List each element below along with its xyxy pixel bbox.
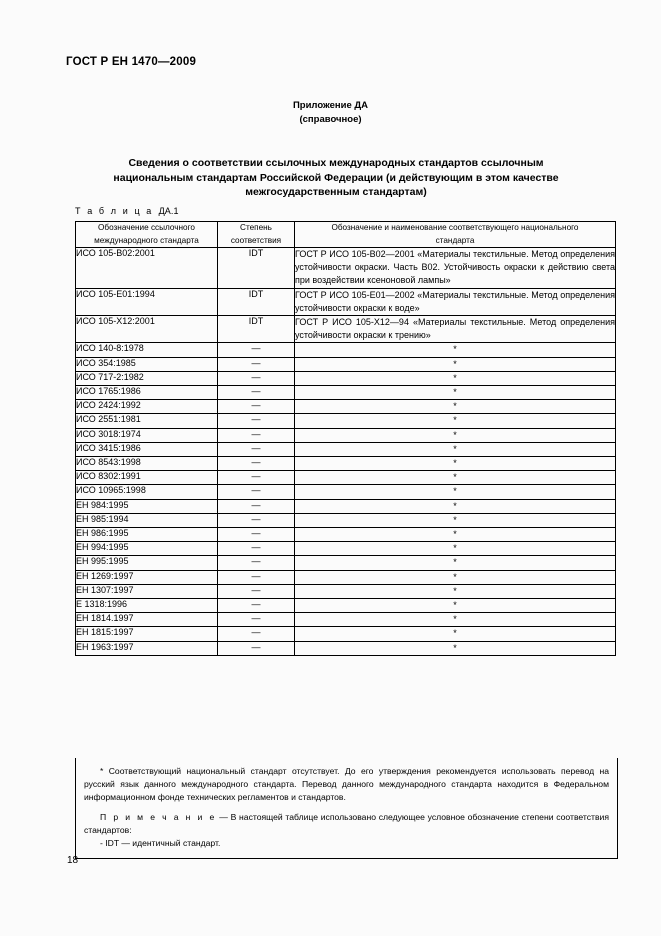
annex-kind: (справочное) — [299, 114, 362, 125]
column-header-national-standard — [295, 222, 616, 248]
cell-national-standard-absent: * — [295, 513, 616, 527]
cell-conformance-degree: — — [218, 386, 295, 400]
table-row — [76, 386, 616, 400]
page-title-line-3: межгосударственным стандартам) — [245, 186, 427, 198]
cell-conformance-degree: — — [218, 414, 295, 428]
cell-national-standard-absent: * — [295, 386, 616, 400]
note-label: П р и м е ч а н и е — [100, 812, 217, 822]
cell-conformance-degree: — — [218, 428, 295, 442]
cell-national-standard-absent: * — [295, 499, 616, 513]
table-row — [76, 556, 616, 570]
page-title-line-2: национальным стандартам Российской Федерации (и действующим в этом качестве — [113, 171, 559, 184]
cell-national-standard-absent: * — [295, 584, 616, 598]
cell-reference-standard: ЕН 1307:1997 — [76, 584, 218, 598]
cell-national-standard-absent: * — [295, 570, 616, 584]
cell-conformance-degree: — — [218, 613, 295, 627]
table-body — [76, 248, 616, 656]
table-row — [76, 400, 616, 414]
cell-conformance-degree: — — [218, 442, 295, 456]
table-row — [76, 357, 616, 371]
table-row — [76, 513, 616, 527]
cell-national-standard-absent: * — [295, 400, 616, 414]
cell-national-standard-absent: * — [295, 641, 616, 655]
table-row — [76, 414, 616, 428]
cell-reference-standard: ИСО 140-8:1978 — [76, 343, 218, 357]
cell-reference-standard: ИСО 3415:1986 — [76, 442, 218, 456]
table-head — [76, 222, 616, 248]
column-header-reference-standard-line-2: международного стандарта — [94, 235, 199, 245]
table-row — [76, 499, 616, 513]
table-row — [76, 570, 616, 584]
table-row — [76, 248, 616, 289]
cell-national-standard-absent: * — [295, 414, 616, 428]
cell-national-standard-absent: * — [295, 442, 616, 456]
note-text: — В настоящей таблице использовано следующее условное обозначение степени соответствия стандартов: — [84, 812, 610, 835]
cell-reference-standard: ЕН 995:1995 — [76, 556, 218, 570]
table-notes — [75, 758, 618, 859]
cell-reference-standard: ИСО 10965:1998 — [76, 485, 218, 499]
cell-reference-standard: ЕН 994:1995 — [76, 542, 218, 556]
cell-reference-standard: ЕН 985:1994 — [76, 513, 218, 527]
table-row — [76, 457, 616, 471]
table-row — [76, 542, 616, 556]
table-row — [76, 316, 616, 343]
table-row — [76, 584, 616, 598]
table-row — [76, 599, 616, 613]
cell-reference-standard: Е 1318:1996 — [76, 599, 218, 613]
cell-reference-standard: ЕН 984:1995 — [76, 499, 218, 513]
running-head: ГОСТ Р ЕН 1470—2009 — [66, 56, 197, 68]
column-header-conformance-degree — [218, 222, 295, 248]
cell-reference-standard: ИСО 105-E01:1994 — [76, 288, 218, 315]
cell-conformance-degree: — — [218, 570, 295, 584]
note-paragraph — [84, 811, 609, 837]
footnote-text: * Соответствующий национальный стандарт отсутствует. До его утверждения рекомендуется использовать перевод на русский язык данного международного стандарта. Перевод данного международного стандарта находится в Федеральном информационном фонде технических регламентов и стандартов. — [84, 766, 609, 802]
table-row — [76, 528, 616, 542]
cell-reference-standard: ИСО 105-B02:2001 — [76, 248, 218, 289]
cell-reference-standard: ЕН 986:1995 — [76, 528, 218, 542]
cell-reference-standard: ЕН 1815:1997 — [76, 627, 218, 641]
cell-reference-standard: ИСО 3018:1974 — [76, 428, 218, 442]
cell-conformance-degree: — — [218, 485, 295, 499]
table-header-row — [76, 222, 616, 248]
table-row — [76, 371, 616, 385]
cell-national-standard-absent: * — [295, 556, 616, 570]
table-row — [76, 613, 616, 627]
cell-reference-standard: ИСО 1765:1986 — [76, 386, 218, 400]
cell-national-standard-absent: * — [295, 528, 616, 542]
cell-conformance-degree: — — [218, 513, 295, 527]
page-number: 18 — [67, 855, 79, 866]
cell-conformance-degree: — — [218, 357, 295, 371]
cell-conformance-degree: IDT — [218, 316, 295, 343]
cell-national-standard-absent: * — [295, 343, 616, 357]
column-header-national-standard-line-1: Обозначение и наименование соответствующего национального — [331, 223, 579, 232]
cell-reference-standard: ИСО 354:1985 — [76, 357, 218, 371]
cell-conformance-degree: — — [218, 471, 295, 485]
table-caption-number: ДА.1 — [158, 206, 179, 216]
cell-national-standard: ГОСТ Р ИСО 105-E01—2002 «Материалы текстильные. Метод определения устойчивости окраски к воде» — [295, 288, 616, 315]
cell-conformance-degree: — — [218, 371, 295, 385]
cell-national-standard-absent: * — [295, 599, 616, 613]
cell-reference-standard: ИСО 717-2:1982 — [76, 371, 218, 385]
cell-national-standard-absent: * — [295, 428, 616, 442]
cell-national-standard-absent: * — [295, 457, 616, 471]
cell-conformance-degree: — — [218, 641, 295, 655]
cell-reference-standard: ЕН 1963:1997 — [76, 641, 218, 655]
cell-reference-standard: ИСО 8543:1998 — [76, 457, 218, 471]
cell-conformance-degree: — — [218, 343, 295, 357]
column-header-conformance-degree-line-2: соответствия — [230, 235, 282, 245]
annex-label: Приложение ДА — [292, 100, 369, 111]
cell-reference-standard: ИСО 105-X12:2001 — [76, 316, 218, 343]
cell-national-standard: ГОСТ Р ИСО 105-X12—94 «Материалы текстильные. Метод определения устойчивости окраски к трению» — [295, 316, 616, 343]
table-row — [76, 485, 616, 499]
cell-conformance-degree: IDT — [218, 288, 295, 315]
cell-conformance-degree: — — [218, 584, 295, 598]
table-row — [76, 442, 616, 456]
table-row — [76, 343, 616, 357]
cell-conformance-degree: IDT — [218, 248, 295, 289]
cell-national-standard-absent: * — [295, 542, 616, 556]
annex-heading — [0, 99, 661, 127]
page-title — [86, 156, 586, 200]
cell-national-standard: ГОСТ Р ИСО 105-B02—2001 «Материалы текстильные. Метод определения устойчивости окраски. Часть B02. Устойчивость окраски к действию света при воздействии ксеноновой лампы» — [295, 248, 616, 289]
cell-reference-standard: ЕН 1269:1997 — [76, 570, 218, 584]
table-row — [76, 428, 616, 442]
column-header-conformance-degree-line-1: Степень — [240, 223, 272, 232]
table-row — [76, 471, 616, 485]
note-item: - IDT — идентичный стандарт. — [100, 838, 221, 848]
cell-conformance-degree: — — [218, 457, 295, 471]
cell-conformance-degree: — — [218, 542, 295, 556]
column-header-reference-standard — [76, 222, 218, 248]
cell-conformance-degree: — — [218, 627, 295, 641]
cell-conformance-degree: — — [218, 499, 295, 513]
page-title-line-1: Сведения о соответствии ссылочных международных стандартов ссылочным — [128, 157, 544, 169]
cell-national-standard-absent: * — [295, 357, 616, 371]
cell-national-standard-absent: * — [295, 485, 616, 499]
cell-conformance-degree: — — [218, 556, 295, 570]
cell-conformance-degree: — — [218, 528, 295, 542]
cell-national-standard-absent: * — [295, 371, 616, 385]
cell-national-standard-absent: * — [295, 471, 616, 485]
table-caption — [75, 206, 179, 216]
cell-reference-standard: ИСО 2424:1992 — [76, 400, 218, 414]
cell-national-standard-absent: * — [295, 613, 616, 627]
table-row — [76, 288, 616, 315]
cell-reference-standard: ИСО 2551:1981 — [76, 414, 218, 428]
conformance-table — [75, 221, 616, 656]
cell-conformance-degree: — — [218, 599, 295, 613]
table-row — [76, 627, 616, 641]
cell-conformance-degree: — — [218, 400, 295, 414]
cell-reference-standard: ЕН 1814.1997 — [76, 613, 218, 627]
table-caption-prefix: Т а б л и ц а — [75, 206, 154, 216]
column-header-national-standard-line-2: стандарта — [435, 235, 475, 245]
table-row — [76, 641, 616, 655]
cell-reference-standard: ИСО 8302:1991 — [76, 471, 218, 485]
cell-national-standard-absent: * — [295, 627, 616, 641]
notes-spacer — [84, 804, 609, 811]
column-header-reference-standard-line-1: Обозначение ссылочного — [98, 223, 195, 232]
